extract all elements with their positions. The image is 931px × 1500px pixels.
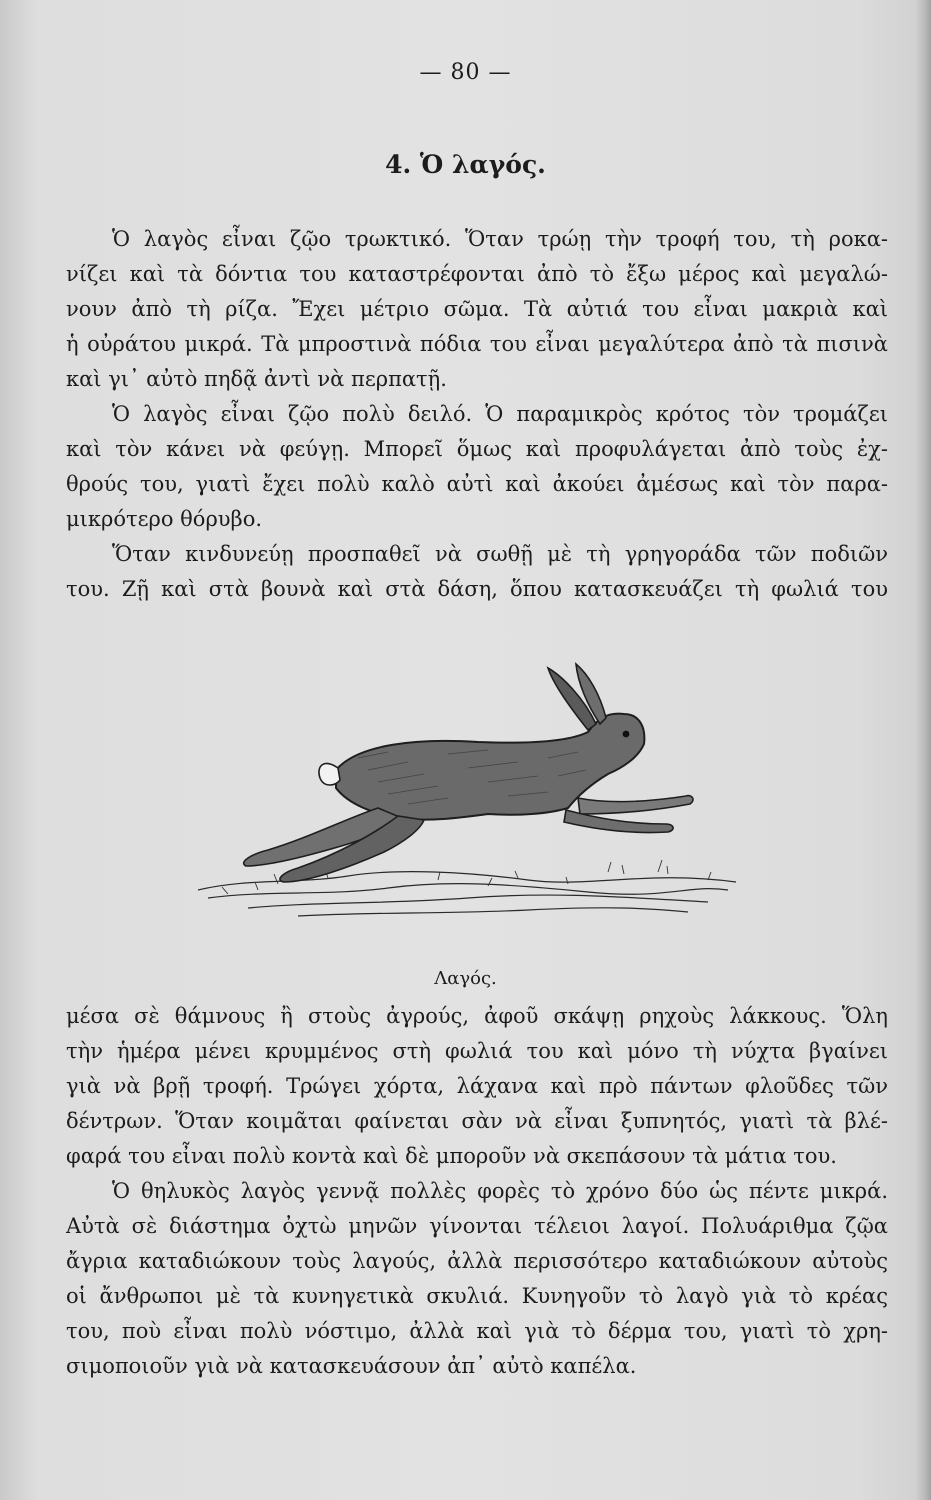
text-line: Ὁ θηλυκὸς λαγὸς γεννᾷ πολλὲς φορὲς τὸ χρόνο δύο ὡς πέντε μικρά. <box>112 1179 888 1203</box>
text-line: Ὁ λαγὸς εἶναι ζῷο πολὺ δειλό. Ὁ παραμικρὸς κρότος τὸν τρομάζει <box>112 402 888 426</box>
text-line: καὶ τὸν κάνει νὰ φεύγῃ. Μπορεῖ ὅμως καὶ προφυλάγεται ἀπὸ τοὺς ἐχ- <box>66 437 888 461</box>
text-line: μέσα σὲ θάμνους ἢ στοὺς ἀγρούς, ἀφοῦ σκάψῃ ρηχοὺς λάκκους. Ὅλη <box>66 1004 888 1028</box>
text-line: του. Ζῇ καὶ στὰ βουνὰ καὶ στὰ δάση, ὅπου κατασκευάζει τὴ φωλιά του <box>66 577 888 601</box>
text-line: Ὅταν κινδυνεύῃ προσπαθεῖ νὰ σωθῇ μὲ τὴ γρηγοράδα τῶν ποδιῶν <box>112 542 888 566</box>
text-line: ἄγρια καταδιώκουν τοὺς λαγούς, ἀλλὰ περισσότερο καταδιώκουν αὐτοὺς <box>66 1249 888 1273</box>
body-text-top <box>66 222 888 607</box>
text-line: νουν ἀπὸ τὴ ρίζα. Ἔχει μέτριο σῶμα. Τὰ αὐτιά του εἶναι μακριὰ καὶ <box>66 297 888 321</box>
figure-caption: Λαγός. <box>434 968 497 989</box>
text-line: καὶ γι᾿ αὐτὸ πηδᾷ ἀντὶ νὰ περπατῇ. <box>66 367 447 391</box>
text-line: του, ποὺ εἶναι πολὺ νόστιμο, ἀλλὰ καὶ γιὰ τὸ δέρμα του, γιατὶ τὸ χρη- <box>66 1319 888 1343</box>
text-line: σιμοποιοῦν γιὰ νὰ κατασκευάσουν ἀπ᾿ αὐτὸ καπέλα. <box>66 1354 637 1378</box>
page-number: — 80 — <box>419 60 512 85</box>
text-line: οἱ ἄνθρωποι μὲ τὰ κυνηγετικὰ σκυλιά. Κυνηγοῦν τὸ λαγὸ γιὰ τὸ κρέας <box>66 1284 888 1308</box>
text-line: Αὐτὰ σὲ διάστημα ὀχτὼ μηνῶν γίνονται τέλειοι λαγοί. Πολυάριθμα ζῷα <box>66 1214 888 1238</box>
text-line: μικρότερο θόρυβο. <box>66 507 263 531</box>
text-line: τὴν ἡμέρα μένει κρυμμένος στὴ φωλιά του καὶ μόνο τὴ νύχτα βγαίνει <box>66 1039 888 1063</box>
body-text-bottom <box>66 999 888 1384</box>
text-line: γιὰ νὰ βρῇ τροφή. Τρώγει χόρτα, λάχανα καὶ πρὸ πάντων φλοῦδες τῶν <box>66 1074 888 1098</box>
text-line: Ὁ λαγὸς εἶναι ζῷο τρωκτικό. Ὅταν τρώῃ τὴν τροφή του, τὴ ροκα- <box>112 227 888 251</box>
page-edge-shadow <box>915 0 931 1500</box>
text-line: δέντρων. Ὅταν κοιμᾶται φαίνεται σὰν νὰ εἶναι ξυπνητός, γιατὶ τὰ βλέ- <box>66 1109 888 1133</box>
hare-illustration-icon <box>188 658 748 934</box>
text-line: ἡ οὐράτου μικρά. Τὰ μπροστινὰ πόδια του εἶναι μεγαλύτερα ἀπὸ τὰ πισινὰ <box>66 332 888 356</box>
text-line: θρούς του, γιατὶ ἔχει πολὺ καλὸ αὐτὶ καὶ ἀκούει ἀμέσως καὶ τὸν παρα- <box>66 472 888 496</box>
chapter-heading: 4. Ὁ λαγός. <box>385 150 546 179</box>
text-line: φαρά του εἶναι πολὺ κοντὰ καὶ δὲ μποροῦν νὰ σκεπάσουν τὰ μάτια του. <box>66 1144 837 1168</box>
text-line: νίζει καὶ τὰ δόντια του καταστρέφονται ἀπὸ τὸ ἔξω μέρος καὶ μεγαλώ- <box>66 262 888 286</box>
